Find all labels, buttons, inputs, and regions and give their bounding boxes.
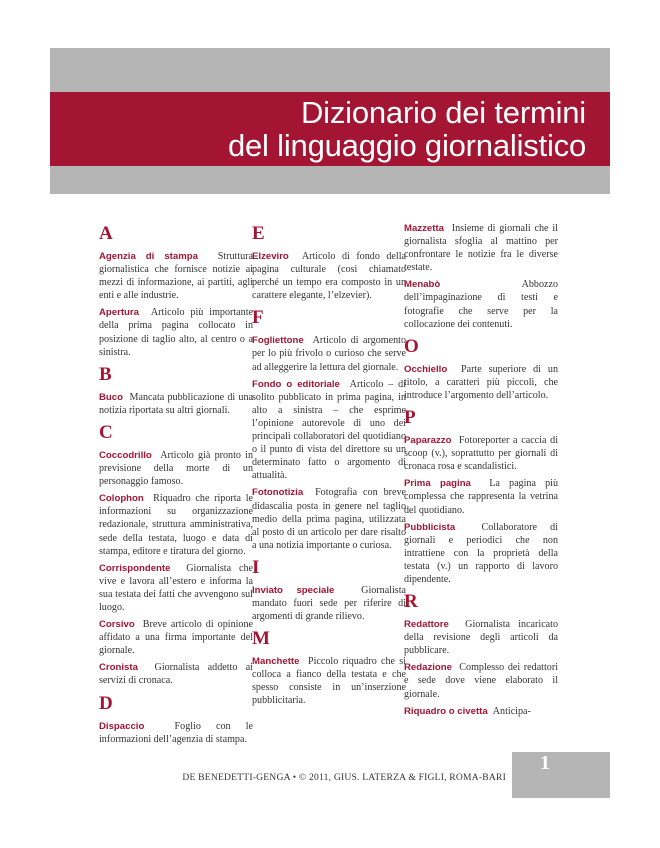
glossary-entry <box>404 618 558 657</box>
page-number-box <box>512 752 610 798</box>
entry-term: Colophon <box>99 493 144 505</box>
section-letter: P <box>404 407 416 429</box>
section-letter: I <box>252 556 260 578</box>
page-title-line1: Dizionario dei termini <box>300 95 586 130</box>
entry-definition: Anticipa- <box>492 705 531 717</box>
glossary-entry <box>404 521 558 586</box>
glossary-entry <box>404 278 558 330</box>
entry-term: Agenzia di stampa <box>99 251 198 262</box>
entry-term: Prima pagina <box>404 478 471 490</box>
entry-term: Redattore <box>404 619 449 631</box>
page-title-line2: del linguaggio giornalistico <box>227 128 586 163</box>
entry-term: Pubblicista <box>404 521 456 533</box>
glossary-entry <box>99 391 253 417</box>
entry-term: Coccodrillo <box>99 449 152 461</box>
entry-term: Fotonotizia <box>252 487 304 499</box>
section-letter: C <box>99 421 113 443</box>
glossary-entry <box>252 378 406 483</box>
entry-definition: Giornalista mandato fuori sede per riferire di argomenti di grande rilievo. <box>252 584 407 623</box>
glossary-entry <box>404 477 558 516</box>
glossary-entry <box>99 720 253 746</box>
entry-term: Inviato speciale <box>252 584 335 596</box>
entry-definition: Foglio con le informazioni dell’agenzia di stampa. <box>99 720 253 745</box>
footer-credit: DE BENEDETTI-GENGA • © 2011, GIUS. LATERZA & FIGLI, ROMA-BARI <box>182 772 506 783</box>
entry-term: Mazzetta <box>404 223 444 234</box>
page-number: 1 <box>540 752 550 774</box>
entry-term: Corrispondente <box>99 562 171 574</box>
entry-definition: Struttura giornalistica che fornisce notizie ai mezzi di informazione, ai partiti, agli enti e alle industrie. <box>99 251 254 302</box>
entry-definition: Articolo più importante della prima pagina collocato in posizione di taglio alto, al centro o a sinistra. <box>99 307 253 358</box>
section-letter: O <box>404 335 419 357</box>
entry-definition: Collaboratore di giornali e periodici che non intrattiene con la proprietà della testata (v.) un rapporto di lavoro dipendente. <box>404 521 559 585</box>
glossary-entry <box>99 618 253 657</box>
title-banner <box>50 92 610 166</box>
entry-term: Cronista <box>99 662 138 674</box>
entry-term: Dispaccio <box>99 720 145 732</box>
entry-term: Manchette <box>252 656 300 668</box>
entry-term: Fogliettone <box>252 335 304 347</box>
section-letter: M <box>252 628 270 650</box>
glossary-entry <box>252 250 406 302</box>
entry-definition: Articolo – di solito pubblicato in prima pagina, in alto a sinistra – che esprime l’opinione autorevole di uno dei principali collaboratori del quotidiano o il punto di vista del direttore su un determinato fatto o argomento di attualità. <box>252 378 406 482</box>
entry-term: Redazione <box>404 662 452 674</box>
entry-definition: Articolo di fondo della pagina culturale (così chiamato perché un tempo era composto in un carattere elegante, l’elzevier). <box>252 251 406 302</box>
glossary-column-3 <box>404 222 558 722</box>
entry-definition: La pagina più complessa che rappresenta la vetrina del quotidiano. <box>404 478 558 516</box>
glossary-column-1 <box>99 222 253 750</box>
entry-term: Buco <box>99 391 123 403</box>
glossary-entry <box>252 584 406 623</box>
glossary-entry <box>99 492 253 557</box>
section-letter: A <box>99 223 113 244</box>
entry-term: Menabò <box>404 279 441 291</box>
section-letter: E <box>252 223 265 244</box>
glossary-entry <box>99 562 253 614</box>
entry-definition: Fotoreporter a caccia di scoop (v.), soprattutto per giornali di cronaca rosa e scandalistici. <box>404 435 559 473</box>
glossary-entry <box>252 655 406 707</box>
entry-definition: Breve articolo di opinione affidato a una firma importante del giornale. <box>99 619 253 657</box>
glossary-entry <box>99 661 253 687</box>
entry-definition: Articolo già pronto in previsione della morte di un personaggio famoso. <box>99 449 253 488</box>
glossary-entry <box>404 222 558 274</box>
glossary-entry <box>404 363 558 402</box>
entry-definition: Giornalista addetto ai servizi di cronaca. <box>99 662 253 687</box>
glossary-entry <box>252 334 406 373</box>
entry-term: Elzeviro <box>252 251 289 262</box>
entry-definition: Abbozzo dell’impaginazione di testi e fotografie che serve per la collocazione dei contenuti. <box>404 279 558 330</box>
entry-term: Corsivo <box>99 619 135 631</box>
section-letter: F <box>252 307 264 329</box>
entry-definition: Parte superiore di un titolo, a caratteri più piccoli, che introduce l’argomento dell’articolo. <box>404 363 558 401</box>
entry-definition: Riquadro che riporta le informazioni su organizzazione redazionale, struttura amministrativa, sede della testata, luogo e data di stampa, editore e tiratura del giorno. <box>99 493 253 557</box>
entry-term: Paparazzo <box>404 435 452 447</box>
entry-definition: Mancata pubblicazione di una notizia riportata su altri giornali. <box>99 391 254 416</box>
section-letter: R <box>404 591 418 613</box>
entry-term: Riquadro o civetta <box>404 705 488 717</box>
header-band-top <box>50 48 610 92</box>
glossary-entry <box>99 250 253 302</box>
entry-definition: Insieme di giornali che il giornalista sfoglia al mattino per confrontare le notizie fra le diverse testate. <box>404 223 558 274</box>
glossary-entry <box>404 434 558 473</box>
entry-definition: Piccolo riquadro che si colloca a fianco della testata e che spesso consiste in un’inserzione pubblicitaria. <box>252 656 407 707</box>
entry-definition: Complesso dei redattori e sede dove viene elaborato il giornale. <box>404 662 558 700</box>
entry-term: Apertura <box>99 307 139 319</box>
glossary-entry <box>404 705 558 718</box>
section-letter: B <box>99 363 112 385</box>
entry-term: Occhiello <box>404 363 448 375</box>
glossary-entry <box>404 661 558 700</box>
entry-definition: Articolo di argomento per lo più frivolo o curioso che serve ad alleggerire la lettura del giornale. <box>252 335 406 373</box>
entry-definition: Giornalista che vive e lavora all’estero e informa la sua testata dei fatti che avvengono sul luogo. <box>99 562 253 613</box>
entry-definition: Fotografia con breve didascalia posta in genere nel taglio medio della prima pagina, utilizzata al posto di un articolo per dare risalto a una notizia importante o curiosa. <box>252 487 406 551</box>
entry-definition: Giornalista incaricato della revisione degli articoli da pubblicare. <box>404 619 559 657</box>
entry-term: Fondo o editoriale <box>252 378 340 390</box>
glossary-entry <box>99 306 253 358</box>
section-letter: D <box>99 692 113 714</box>
glossary-column-2 <box>252 222 406 712</box>
glossary-entry <box>252 486 406 551</box>
glossary-entry <box>99 449 253 488</box>
header-band-bottom <box>50 166 610 194</box>
